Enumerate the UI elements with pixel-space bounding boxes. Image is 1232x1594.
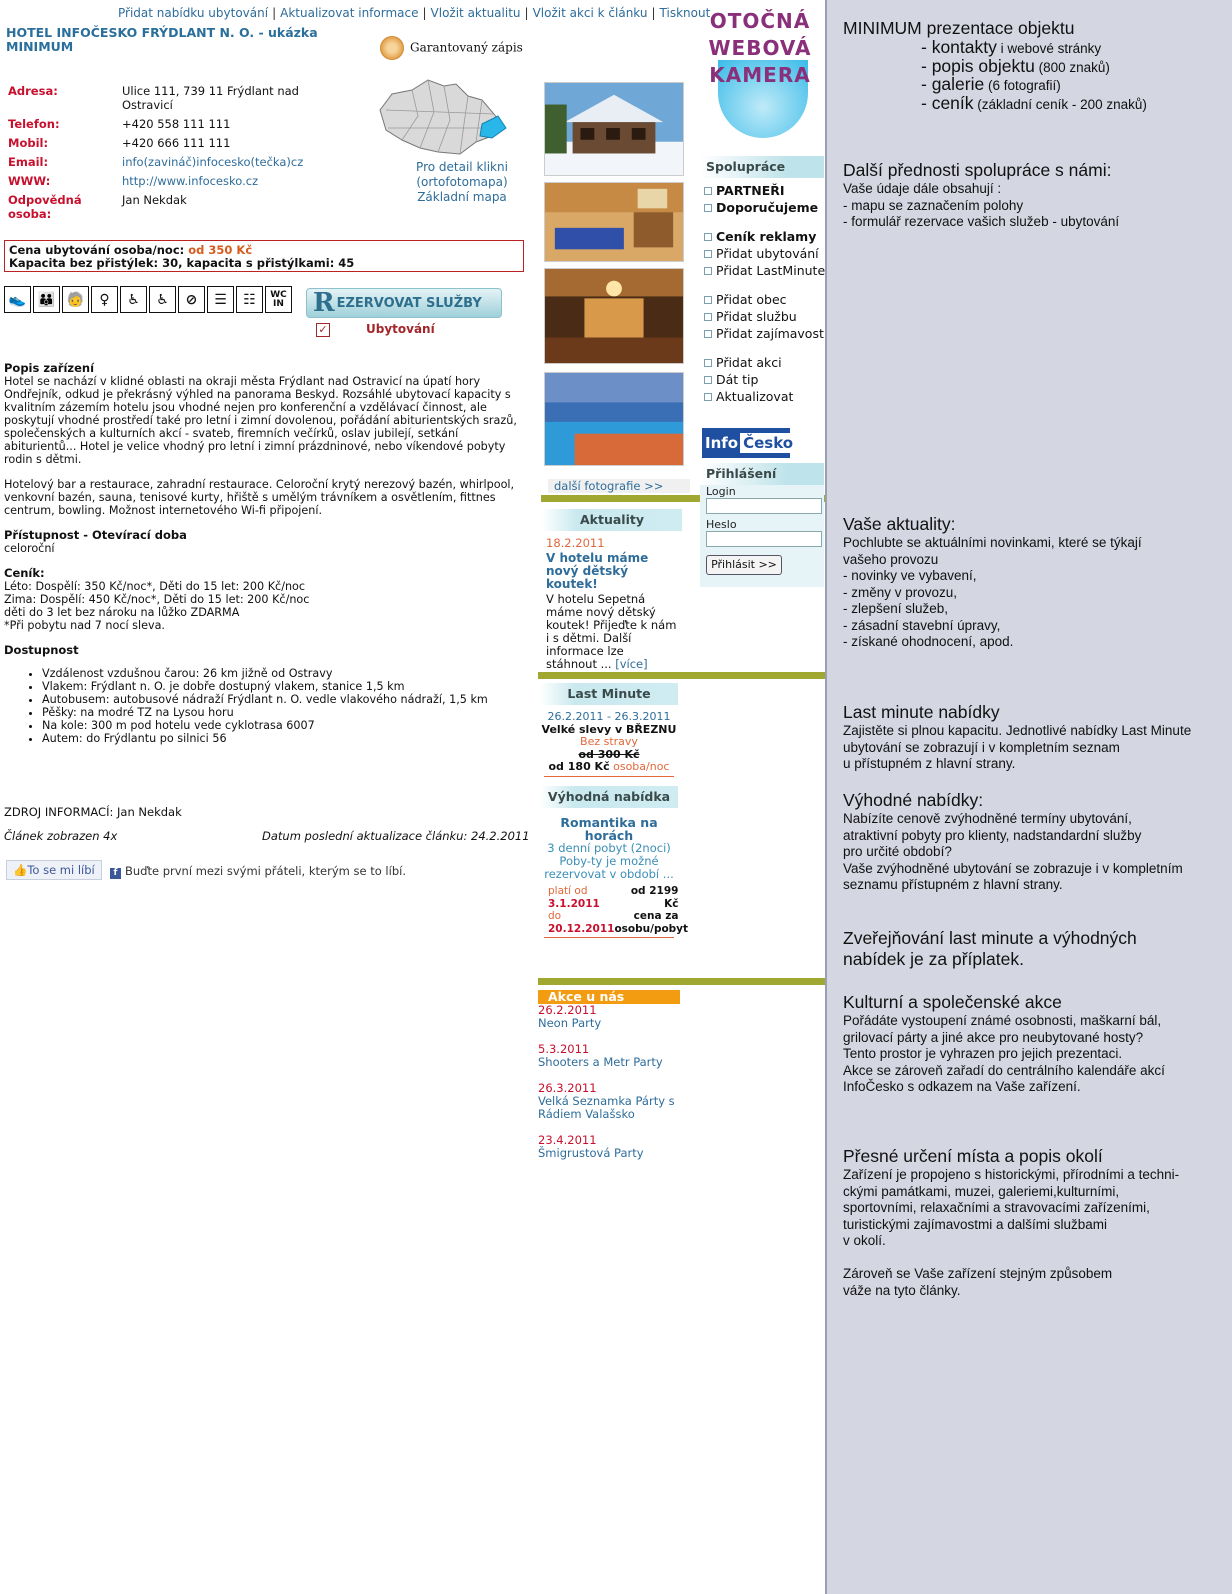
new-price: od 180 Kč <box>548 760 610 773</box>
www-link[interactable]: http://www.infocesko.cz <box>122 174 259 188</box>
feature-name: - galerie <box>921 74 985 94</box>
surcharge-section <box>843 928 1137 970</box>
view-count: Článek zobrazen 4x <box>4 829 118 843</box>
price-line: děti do 3 let bez nároku na lůžko ZDARMA <box>4 606 240 619</box>
events-heading: Akce u nás <box>538 990 680 1004</box>
map-detail-link[interactable]: Pro detail klikni <box>416 160 508 174</box>
pricelist <box>4 580 530 632</box>
separator: | <box>524 6 529 20</box>
text-line: v okolí. <box>843 1233 886 1248</box>
login-button[interactable]: Přihlásit >> <box>706 555 782 575</box>
news-date: 18.2.2011 <box>546 536 605 550</box>
text-line: - zásadní stavební úpravy, <box>843 617 1001 633</box>
text-line: sportovními, relaxačními a stravovacími zařízeními, <box>843 1200 1150 1215</box>
www-label: WWW: <box>8 174 51 188</box>
news-text: V hotelu Sepetná máme nový dětský koutek! Přijeďte k nám i s dětmi. Další informace lze stáhnout ... <box>546 592 677 671</box>
webcam-line: WEBOVÁ <box>708 36 812 60</box>
access-heading: Dostupnost <box>4 643 79 657</box>
events-box <box>538 990 680 1173</box>
orthophoto-link[interactable]: (ortofotomapa) <box>416 175 508 189</box>
list-item[interactable] <box>538 1082 680 1121</box>
like-button[interactable] <box>6 860 102 880</box>
feature-name: - kontakty <box>921 37 997 57</box>
text-line: - změny v provozu, <box>843 584 958 600</box>
accommodation-label: Ubytování <box>366 322 435 336</box>
email-label: Email: <box>8 155 49 169</box>
news-section <box>843 514 1142 651</box>
more-photos-link[interactable]: další fotografie >> <box>548 479 690 493</box>
text-line: Zajistěte si plnou kapacitu. Jednotlivé nabídky Last Minute <box>843 723 1192 738</box>
extra-bed-icon: ☷ <box>236 286 263 313</box>
list-item: • Autobusem: autobusové nádraží Frýdlant n. O. vedle vlakového nádraží, 1,5 km <box>42 693 530 706</box>
offers-section <box>843 790 1183 894</box>
webcam-banner[interactable] <box>706 8 814 132</box>
text-line: ubytování se zobrazují i v kompletním seznam <box>843 739 1120 755</box>
valid-from: 3.1.2011 <box>548 897 600 910</box>
section-heading: Zveřejňování last minute a výhodných <box>843 928 1137 948</box>
desc-paragraph: Hotel se nachází v klidné oblasti na okraji města Frýdlant nad Ostravicí na úpatí hory Ondřejník, odkud je překrásný výhled na panorama Beskyd. Rozsáhlé ubytovací kapacity s kvalitním zázemím hotelu jsou vhodné nejen pro konferenční a vzdělávací činnost, ale poskytují vhodné prostředí také pro letní i zimní dovolenou, pořádání abiturientských srazů, společenských a kulturních akcí - svateb, firemních večírků, oslav jubilejí, setkání abiturientů... Hotel je velice vhodný pro letní i zimní prázdninové, nebo víkendové pobyty rodin s dětmi. <box>4 375 517 466</box>
logo-part: Info <box>705 434 739 452</box>
divider <box>544 776 674 777</box>
contact-table <box>8 82 328 224</box>
section-heading: Last minute nabídky <box>843 702 1000 722</box>
list-item: • Na kole: 300 m pod hotelu vede cyklotrasa 6007 <box>42 719 530 732</box>
cooperation-heading: Spolupráce <box>700 156 824 178</box>
thumbs-up-icon: 👍 <box>13 863 28 877</box>
last-minute-title[interactable]: Velké slevy v BŘEZNU <box>541 722 677 736</box>
pricelist-heading: Ceník: <box>4 566 45 580</box>
section-heading: Přesné určení místa a popis okolí <box>843 1146 1103 1166</box>
special-offer-heading: Výhodná nabídka <box>540 786 678 808</box>
news-heading: Aktuality <box>542 509 682 531</box>
nav-add-event[interactable]: Přidat akci <box>700 354 824 371</box>
password-input[interactable] <box>706 531 822 547</box>
facebook-text <box>110 864 406 879</box>
special-offer-title[interactable]: Romantika na horách <box>560 815 658 843</box>
event-date: 5.3.2011 <box>538 1042 590 1056</box>
list-item: • Pěšky: na modré TZ na Lysou horu <box>42 706 530 719</box>
culture-section <box>843 992 1165 1096</box>
last-minute-box <box>540 683 678 777</box>
special-offer-subtitle: 3 denní pobyt (2noci) Poby-ty je možné rezervovat v období ... <box>544 841 674 881</box>
text-line: - formulář rezervace vašich služeb - ubytování <box>843 214 1120 229</box>
login-heading: Přihlášení <box>700 463 824 485</box>
update-info-link[interactable]: Aktualizovat informace <box>280 6 419 20</box>
woman-icon: ♀ <box>91 286 118 313</box>
price-value: od 350 Kč <box>188 243 253 257</box>
guaranteed-badge <box>380 36 523 60</box>
nav-partners[interactable]: PARTNEŘI <box>700 182 824 199</box>
price-label: Cena ubytování osoba/noc: <box>9 243 185 257</box>
price-box <box>4 240 524 272</box>
address-label: Adresa: <box>8 84 58 98</box>
source-info: ZDROJ INFORMACÍ: Jan Nekdak <box>4 805 182 819</box>
nav-recommend[interactable]: Doporučujeme <box>700 199 824 216</box>
text-line: - novinky ve vybavení, <box>843 568 977 583</box>
text-line: atraktivní pobyty pro klienty, nadstandardní služby <box>843 827 1142 843</box>
map-links <box>412 160 512 205</box>
last-minute-date: 26.2.2011 - 26.3.2011 <box>547 710 671 723</box>
facility-icons <box>4 286 292 316</box>
wc-in-icon: WC IN <box>265 286 292 313</box>
list-item: • Autem: do Frýdlantu po silnici 56 <box>42 732 530 745</box>
amenities-paragraph: Hotelový bar a restaurace, zahradní restaurace. Celoroční krytý nerezový bazén, whirlpool, venkovní bazén, sauna, tenisové kurty, hřiště s umělým trávníkem a osvětlením, fittnes centrum, bowling. Možnost internetového Wi-fi připojení. <box>4 478 515 517</box>
price-unit: osoba/noc <box>613 760 670 773</box>
access-list <box>4 667 530 745</box>
text-line: Pořádáte vystoupení známé osobnosti, maškarní bál, <box>843 1013 1162 1028</box>
section-heading: nabídek je za příplatek. <box>843 949 1024 969</box>
infocesko-logo[interactable] <box>702 428 794 458</box>
text-line: váže na tyto články. <box>843 1282 961 1298</box>
capacity-text: Kapacita bez přistýlek: 30, kapacita s přistýlkami: 45 <box>9 256 355 270</box>
nav-give-tip[interactable]: Dát tip <box>700 371 824 388</box>
facebook-icon: f <box>110 868 121 879</box>
phone-label: Telefon: <box>8 117 60 131</box>
shoe-icon: 👟 <box>4 286 31 313</box>
text-line <box>843 1250 1179 1267</box>
webcam-line: OTOČNÁ <box>709 9 811 33</box>
wheelchair-assist-icon: ♿ <box>149 286 176 313</box>
valid-from-label: platí od <box>548 885 588 897</box>
text-line: seznamu přístupném z hlavní strany. <box>843 877 1063 892</box>
like-label: To se mi líbí <box>27 863 95 877</box>
phone-value: +420 558 111 111 <box>122 117 231 131</box>
nav-add-service[interactable]: Přidat službu <box>700 308 824 325</box>
czech-map-icon[interactable] <box>372 76 508 158</box>
list-item[interactable] <box>538 1004 680 1030</box>
login-box <box>700 463 824 587</box>
old-price: od 300 Kč <box>578 747 640 761</box>
nav-add-attraction[interactable]: Přidat zajímavost <box>700 325 824 342</box>
section-heading: Kulturní a společenské akce <box>843 992 1062 1012</box>
news-more-link[interactable]: [více] <box>615 657 648 671</box>
text-line: Zároveň se Vaše zařízení stejným způsobem <box>843 1266 1113 1281</box>
add-offer-link[interactable]: Přidat nabídku ubytování <box>118 6 269 20</box>
feature-note: i webové stránky <box>996 41 1102 56</box>
photo-hotel-winter[interactable] <box>544 82 684 176</box>
page-title: HOTEL INFOČESKO FRÝDLANT N. O. - ukázka MINIMUM <box>6 25 318 54</box>
text-line: Vaše zvýhodněné ubytování se zobrazuje i v kompletním <box>843 860 1183 876</box>
event-title[interactable]: Neon Party <box>538 1016 602 1030</box>
valid-to-label: do <box>548 910 562 922</box>
offer-unit: cena za osobu/pobyt <box>614 910 689 935</box>
price-line: Zima: Dospělí: 450 Kč/noc*, Děti do 15 let: 200 Kč/noc <box>4 593 310 606</box>
advantages-section <box>843 160 1119 231</box>
offer-price: od 2199 Kč <box>630 885 679 910</box>
nav-add-lastminute[interactable]: Přidat LastMinute <box>700 262 824 279</box>
section-heading: MINIMUM prezentace objektu <box>843 18 1075 38</box>
valid-to: 20.12.2011 <box>548 922 615 935</box>
facebook-message: Buďte první mezi svými přáteli, kterým se to líbí. <box>125 864 406 878</box>
feature-note: (základní ceník - 200 znaků) <box>973 96 1147 112</box>
desc-heading: Popis zařízení <box>4 361 95 375</box>
address-value: Ulice 111, 739 11 Frýdlant nad Ostravicí <box>122 84 299 112</box>
text-line: - zlepšení služeb, <box>843 601 949 616</box>
login-label: Login <box>706 485 736 498</box>
email-link[interactable]: info(zavináč)infocesko(tečka)cz <box>122 155 304 169</box>
text-line: Nabízíte cenově zvýhodněné termíny ubytování, <box>843 811 1132 826</box>
person-value: Jan Nekdak <box>122 193 187 207</box>
section-heading: Výhodné nabídky: <box>843 790 984 810</box>
special-offer-box <box>540 786 689 938</box>
section-heading: Vaše aktuality: <box>843 514 956 534</box>
webcam-line: KAMERA <box>709 63 811 87</box>
event-date: 26.2.2011 <box>538 1003 597 1017</box>
event-date: 26.3.2011 <box>538 1081 597 1095</box>
text-line: ckými památkami, muzei, galeriemi,kulturními, <box>843 1183 1120 1199</box>
event-title[interactable]: Velká Seznamka Párty s Rádiem Valašsko <box>538 1094 675 1121</box>
photo-restaurant[interactable] <box>544 268 684 364</box>
location-section <box>843 1146 1179 1299</box>
mobile-value: +420 666 111 111 <box>122 136 231 150</box>
feature-name: - ceník <box>921 92 974 113</box>
text-line: Zařízení je propojeno s historickými, přírodními a techni- <box>843 1167 1180 1182</box>
feature-note: (800 znaků) <box>1034 59 1110 75</box>
text-line: turistickými zajímavostmi a dalšími službami <box>843 1216 1108 1232</box>
text-line: Akce se zároveň zařadí do centrálního kalendáře akcí <box>843 1062 1165 1078</box>
family-icon: 👪 <box>33 286 60 313</box>
text-line: - mapu se zaznačením polohy <box>843 197 1024 213</box>
separator: | <box>422 6 427 20</box>
password-label: Heslo <box>706 518 737 531</box>
event-title[interactable]: Šmigrustová Party <box>538 1146 644 1160</box>
add-event-link[interactable]: Vložit akci k článku <box>532 6 648 20</box>
description <box>4 362 530 745</box>
price-line: *Při pobytu nad 7 nocí sleva. <box>4 619 165 632</box>
elderly-icon: 🧓 <box>62 286 89 313</box>
feature-note: (6 fotografií) <box>984 78 1061 93</box>
lastminute-section <box>843 702 1191 773</box>
nav-update[interactable]: Aktualizovat <box>700 388 824 405</box>
separator: | <box>651 6 656 20</box>
basic-map-link[interactable]: Základní mapa <box>417 190 507 204</box>
text-line: InfoČesko s odkazem na Vaše zařízení. <box>843 1079 1081 1094</box>
login-input[interactable] <box>706 498 822 514</box>
section-heading: Další přednosti spolupráce s námi: <box>843 160 1112 180</box>
guaranteed-label: Garantovaný zápis <box>410 40 523 55</box>
text-line: pro určité období? <box>843 844 952 859</box>
text-line: u přístupném z hlavní strany. <box>843 756 1016 771</box>
news-box <box>542 509 682 671</box>
bed-icon: ☰ <box>207 286 234 313</box>
wheelchair-icon: ♿ <box>120 286 147 313</box>
print-link[interactable]: Tisknout <box>659 6 711 20</box>
reserve-logo-icon: R <box>313 288 335 318</box>
seal-icon <box>380 36 404 60</box>
nav-add-accommodation[interactable]: Přidat ubytování <box>700 245 824 262</box>
news-title[interactable]: V hotelu máme nový dětský koutek! <box>546 551 649 591</box>
event-date: 23.4.2011 <box>538 1133 597 1147</box>
add-news-link[interactable]: Vložit aktualitu <box>430 6 521 20</box>
info-panel <box>825 0 1232 1594</box>
last-minute-note: Bez stravy <box>580 735 638 748</box>
photo-pool[interactable] <box>544 372 684 466</box>
top-links <box>118 6 710 20</box>
text-line: grilovací párty a jiné akce pro neubytované hosty? <box>843 1029 1144 1045</box>
nav-ad-pricelist[interactable]: Ceník reklamy <box>700 228 824 245</box>
minimum-section <box>843 18 1147 113</box>
text-line: Tento prostor je vyhrazen pro jejich prezentaci. <box>843 1046 1123 1061</box>
event-title[interactable]: Shooters a Metr Party <box>538 1055 663 1069</box>
list-item[interactable] <box>538 1043 680 1069</box>
text-line: Pochlubte se aktuálními novinkami, které se týkají <box>843 535 1142 550</box>
price-line: Léto: Dospělí: 350 Kč/noc*, Děti do 15 let: 200 Kč/noc <box>4 580 306 593</box>
nav-add-town[interactable]: Přidat obec <box>700 291 824 308</box>
person-label: Odpovědná osoba: <box>8 193 82 221</box>
opening-heading: Přístupnost - Otevírací doba <box>4 528 187 542</box>
photo-room[interactable] <box>544 182 684 262</box>
separator: | <box>272 6 277 20</box>
list-item: • Vlakem: Frýdlant n. O. je dobře dostupný vlakem, stanice 1,5 km <box>42 680 530 693</box>
accommodation-option[interactable] <box>316 322 435 337</box>
feature-name: - popis objektu <box>921 55 1035 76</box>
list-item: • Vzdálenost vzdušnou čarou: 26 km jižně od Ostravy <box>42 667 530 680</box>
reserve-label: EZERVOVAT SLUŽBY <box>336 295 482 311</box>
divider <box>544 937 674 938</box>
no-wheelchair-icon: ⊘ <box>178 286 205 313</box>
opening-text: celoroční <box>4 542 55 555</box>
text-line: Vaše údaje dále obsahují : <box>843 181 1002 196</box>
reserve-button[interactable] <box>306 288 502 318</box>
cooperation-menu <box>700 156 824 405</box>
text-line: vašeho provozu <box>843 551 939 567</box>
logo-part: Česko <box>740 433 796 453</box>
last-update: Datum poslední aktualizace článku: 24.2.2011 <box>262 829 530 843</box>
last-minute-heading: Last Minute <box>540 683 678 705</box>
text-line: - získané ohodnocení, apod. <box>843 634 1014 649</box>
checkbox-checked-icon[interactable]: ✓ <box>316 323 330 337</box>
mobile-label: Mobil: <box>8 136 49 150</box>
list-item[interactable] <box>538 1134 680 1160</box>
